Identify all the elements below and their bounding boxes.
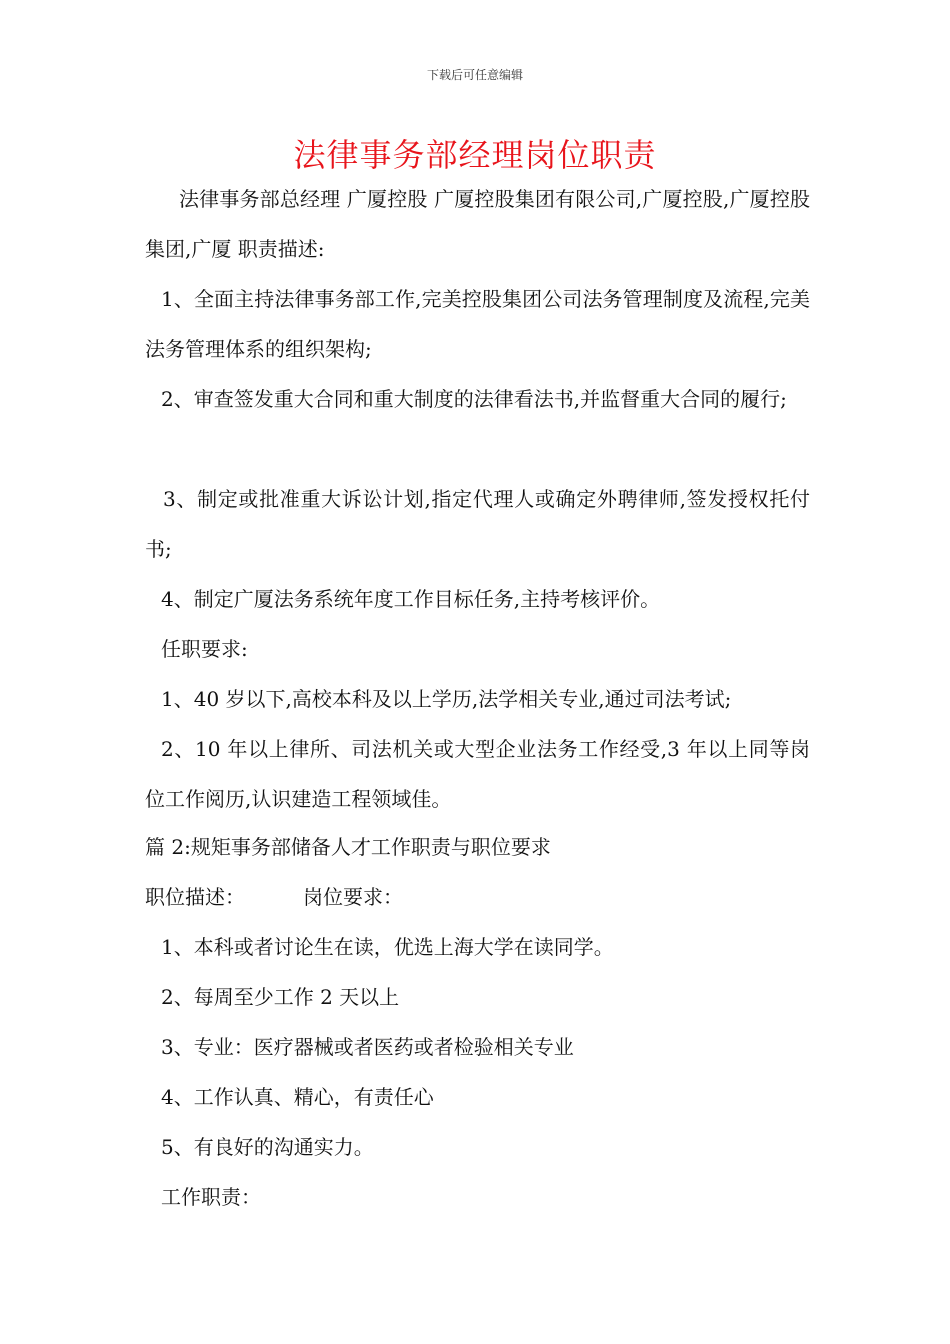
section2-item-3: 3、专业：医疗器械或者医药或者检验相关专业	[161, 1035, 574, 1059]
requirements-heading: 任职要求:	[161, 637, 248, 661]
requirement-item-2: 2、10 年以上律所、司法机关或大型企业法务工作经受,3 年以上同等岗位工作阅历,认识建造工程领域佳。	[145, 737, 810, 811]
header-note: 下载后可任意编辑	[426, 68, 523, 82]
section2-labels-row	[145, 872, 810, 922]
section2-duties-heading: 工作职责：	[161, 1185, 261, 1209]
duty-item-2: 2、审查签发重大合同和重大制度的法律看法书,并监督重大合同的履行;	[161, 387, 787, 411]
document-title: 法律事务部经理岗位职责	[293, 136, 657, 174]
position-description-label: 职位描述：	[145, 885, 245, 909]
duty-item-1: 1、全面主持法律事务部工作,完美控股集团公司法务管理制度及流程,完美法务管理体系的组织架构;	[145, 287, 810, 361]
section2-item-1: 1、本科或者讨论生在读，优选上海大学在读同学。	[161, 935, 614, 959]
intro-paragraph: 法律事务部总经理 广厦控股 广厦控股集团有限公司,广厦控股,广厦控股集团,广厦 职责描述:	[145, 187, 810, 261]
duty-item-4: 4、制定广厦法务系统年度工作目标任务,主持考核评价。	[161, 587, 661, 611]
position-requirements-label: 岗位要求：	[303, 885, 403, 909]
section2-item-5: 5、有良好的沟通实力。	[161, 1135, 374, 1159]
requirement-item-1: 1、40 岁以下,高校本科及以上学历,法学相关专业,通过司法考试;	[161, 687, 732, 711]
duty-item-3: 3、制定或批准重大诉讼计划,指定代理人或确定外聘律师,签发授权托付书;	[145, 487, 810, 561]
section2-title: 篇 2:规矩事务部储备人才工作职责与职位要求	[145, 835, 551, 859]
section2-item-4: 4、工作认真、精心，有责任心	[161, 1085, 434, 1109]
section2-item-2: 2、每周至少工作 2 天以上	[161, 985, 400, 1009]
